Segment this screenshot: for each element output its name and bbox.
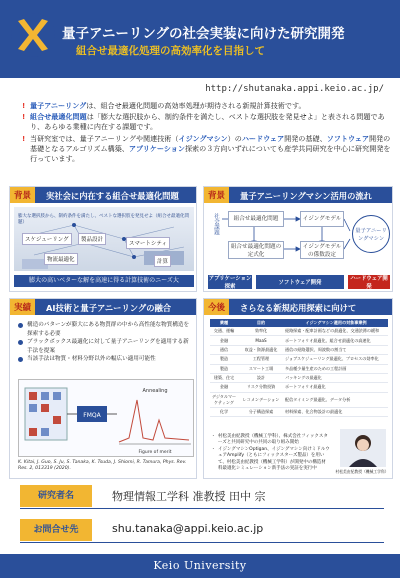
table-cell: 経路探索・配車計画などの最適化、交通渋滞の緩和 [284, 327, 388, 336]
table-cell: パッキングの最適化 [284, 373, 388, 382]
table-row [210, 408, 388, 417]
footer-university: Keio University [0, 554, 400, 578]
chip-smart-city: スマートシティ [126, 237, 170, 249]
table-cell: 金融 [210, 336, 238, 345]
person-avatar-icon [340, 429, 386, 467]
intro-item: ! 組合せ最適化問題は「膨大な選択肢から、制約条件を満たし、ベストな選択肢を発見せよ」と表される問題であり、あらゆる業種に内在する課題です。 [20, 112, 392, 132]
table-cell: ポートフォリオ最適化 [284, 383, 388, 392]
note-item: ・ 村松美由紀教授（機械工学科）、株式会社フィックスターズと共同研究中の共同の取り組み開始 [212, 434, 330, 447]
panel-future [203, 298, 393, 479]
table-row [210, 373, 388, 382]
achievement-item: 構造のパターンが膨大にある物質群の中から高性能な物質構造を探索する必要 [18, 321, 194, 338]
table-body [210, 327, 388, 417]
panel-tag: 背景 [10, 187, 35, 203]
needs-banner: 膨大の高いベターな解を高速に得る計算技術のニーズ大 [14, 275, 194, 287]
panel-background-problems [9, 186, 197, 292]
inquiry-row [0, 519, 400, 541]
panel-tag: 今後 [204, 299, 229, 315]
table-row [210, 336, 388, 345]
table-cell: 化学 [210, 408, 238, 417]
table-cell: 交通、運輸 [210, 327, 238, 336]
industry-illustration [14, 207, 194, 271]
professor-photo [340, 429, 386, 467]
table-cell: デジタルマーケティング [210, 392, 238, 407]
flow-box-formulation: 組合せ最適化問題の定式化 [228, 241, 284, 259]
table-row [210, 327, 388, 336]
flow-box-ising-model: イジングモデル [300, 211, 344, 227]
achievement-item: 当該手法は物質・材料分野以外の幅広い適用可能性 [18, 355, 194, 364]
research-figure [18, 379, 194, 457]
chip-computation: 計算 [154, 255, 171, 267]
panel-title: さらなる新規応用探索に向けて [240, 303, 357, 313]
table-cell: 金融 [210, 383, 238, 392]
table-cell: MaaS [238, 336, 284, 345]
panel-title: 量子アニーリングマシン活用の流れ [240, 191, 372, 201]
table-cell: ポートフォリオ最適化、組合せ最適化の高速化 [284, 336, 388, 345]
panel-tag: 背景 [204, 187, 229, 203]
illustration-note: 膨大な選択肢から、制約条件を満たし、ベストな選択肢を発見せよ（組合せ最適化問題） [18, 214, 189, 225]
table-cell: 分子構造探索 [238, 408, 284, 417]
figure-of-merit-label: Figure of merit [138, 450, 172, 455]
table-cell: 製造 [210, 364, 238, 373]
application-tag: アプリケーション探索 [208, 276, 252, 290]
citation: K. Kitai, J. Guo, S. Ju, S. Tanaka, K. Tsuda, J. Shiomi, R. Tamura, Phys. Rev. Res. 2, 013319 (2020). [18, 460, 187, 471]
table-row [210, 364, 388, 373]
social-issue-label: 社会課題 [213, 213, 219, 235]
achievement-bullets [18, 321, 194, 364]
researcher-row [0, 485, 400, 507]
hardware-tag: ハードウェア開発 [348, 275, 390, 289]
application-table [210, 319, 388, 417]
chip-product-design: 製品設計 [78, 233, 106, 245]
panel-title: AI技術と量子アニーリングの融合 [46, 303, 172, 313]
fmqa-label: FMQA [83, 412, 101, 419]
panel-title: 実社会に内在する組合せ最適化問題 [46, 191, 179, 201]
annealing-machine-node: 量子アニーリングマシン [352, 215, 390, 253]
table-cell: 建築、住宅 [210, 373, 238, 382]
table-cell: 工程管理 [238, 355, 284, 364]
table-cell: 通信 [210, 345, 238, 354]
divider [20, 508, 384, 509]
software-tag: ソフトウェア開発 [256, 275, 344, 289]
intro-list [20, 101, 392, 165]
lab-url-link[interactable]: http://shutanaka.appi.keio.ac.jp/ [205, 84, 384, 94]
table-cell: 材料探索、化合物設計の最適化 [284, 408, 388, 417]
divider [20, 542, 384, 543]
table-cell: ジョブスケジューリング最適化、プロセスの効率化 [284, 355, 388, 364]
column-header: 業種 [210, 319, 238, 327]
achievement-item: ブラックボックス最適化に対して量子アニーリングを適用する新手法を提案 [18, 338, 194, 355]
table-cell: 多品種少量生産のための工程計画 [284, 364, 388, 373]
table-row [210, 355, 388, 364]
table-cell: リスク分散投資 [238, 383, 284, 392]
photo-caption: 村松美由紀教授（機械工学科） [335, 469, 389, 474]
collaboration-notes [212, 434, 330, 472]
table-row [210, 345, 388, 354]
researcher-label: 研究者名 [20, 485, 92, 507]
table-cell: 製造 [210, 355, 238, 364]
page-subtitle: 組合せ最適化処理の高効率化を目指して [76, 45, 265, 57]
panel-tag: 実績 [10, 299, 35, 315]
chip-logistics: 物流最適化 [44, 253, 78, 265]
table-cell: レコメンデーション [238, 392, 284, 407]
table-cell: 配信タイミング最適化、データ分析 [284, 392, 388, 407]
intro-item: ! 当研究室では、量子アニーリングや関連技術（イジングマシン）のハードウェア開発の基礎、ソフトウェア開発の基礎となるアルゴリズム構築、アプリケーション探索の３方向いずれについても産学共同研究を中心に研究開発を行っています。 [20, 134, 392, 165]
inquiry-email-link[interactable]: shu.tanaka@appi.keio.ac.jp [112, 522, 264, 535]
researcher-name: 物理情報工学科 准教授 田中 宗 [112, 490, 266, 503]
column-header: 目的 [238, 319, 284, 327]
panel-header [10, 299, 196, 315]
table-row [210, 383, 388, 392]
note-item: ・ イジングマシンOptigan、イジングマシン向けミドルウェアAmplify（ともにフィックスターズ製品）を用いて、村松美由紀教授（機械工学科）が開発中の構造材料最適化シミュレーション新手法の実証を実行中 [212, 447, 330, 473]
table-row [210, 392, 388, 407]
fmqa-diagram-graphic [19, 380, 195, 458]
table-cell: 収益・資源最適化 [238, 345, 284, 354]
poster-header [0, 0, 400, 78]
inquiry-label: お問合せ先 [20, 519, 92, 541]
table-cell: 通信の経路選択、周波数の割当て [284, 345, 388, 354]
flow-box-optimization-problem: 組合せ最適化問題 [228, 211, 284, 227]
panel-annealing-flow [203, 186, 393, 292]
table-header-row [210, 319, 388, 327]
panel-header [10, 187, 196, 203]
column-header: イジングマシン適用の対象事業例 [284, 319, 388, 327]
intro-item: ! 量子アニーリングは、組合せ最適化問題の高効率処理が期待される新規計算技術です。 [20, 101, 392, 111]
quantum-annealing-logo-icon [10, 12, 56, 58]
table-cell: スマート工場 [238, 364, 284, 373]
chip-scheduling: スケジューリング [22, 233, 72, 245]
table-cell: 効率化 [238, 327, 284, 336]
annealing-label: Annealing [142, 388, 168, 394]
page-title: 量子アニーリングの社会実装に向けた研究開発 [62, 26, 345, 42]
table-cell: 設計 [238, 373, 284, 382]
flow-box-coefficient: イジングモデルの係数設定 [300, 241, 344, 259]
panel-header [204, 299, 392, 315]
panel-achievements [9, 298, 197, 479]
